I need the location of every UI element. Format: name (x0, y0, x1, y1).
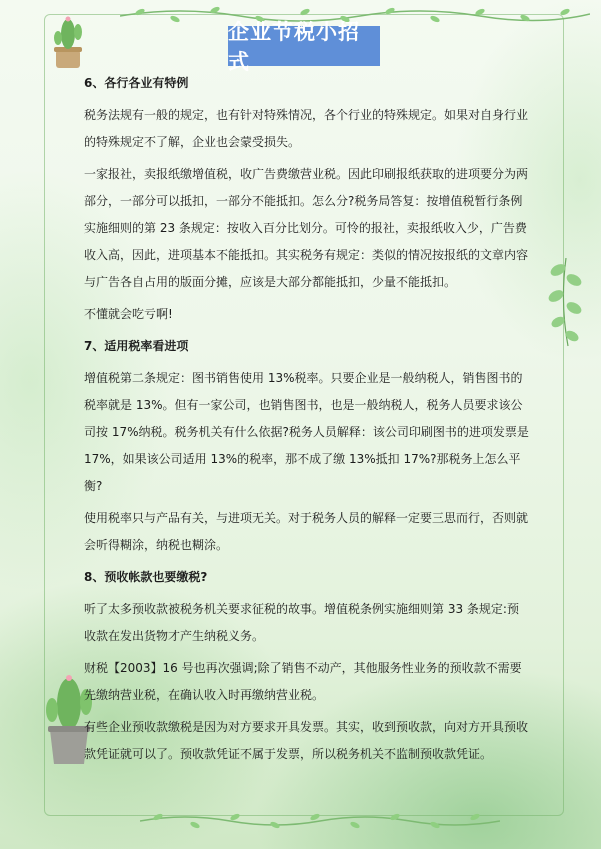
paragraph: 听了太多预收款被税务机关要求征税的故事。增值税条例实施细则第 33 条规定:预收款在发出货物才产生纳税义务。 (84, 602, 519, 643)
article-body (84, 70, 530, 773)
section-heading: 7、适用税率看进项 (84, 339, 189, 353)
cactus-pot-icon (48, 14, 88, 72)
paragraph: 使用税率只与产品有关，与进项无关。对于税务人员的解释一定要三思而行，否则就会听得糊涂，纳税也糊涂。 (84, 511, 529, 552)
bottom-vine-decoration (140, 810, 500, 832)
paragraph: 不懂就会吃亏啊! (84, 307, 173, 321)
paragraph: 增值税第二条规定：图书销售使用 13%税率。只要企业是一般纳税人，销售图书的税率就是 13%。但有一家公司，也销售图书，也是一般纳税人，税务人员要求该公司按 17%纳税。税务机关有什么依据?税务人员解释：该公司印刷图书的进项发票是 17%，如果该公司适用 13%的税率，那不成了缴 13%抵扣 17%?那税务上怎么平衡? (84, 371, 529, 493)
paragraph: 有些企业预收款缴税是因为对方要求开具发票。其实，收到预收款，向对方开具预收款凭证就可以了。预收款凭证不属于发票，所以税务机关不监制预收款凭证。 (84, 720, 529, 761)
hanging-leaves-decoration (538, 258, 588, 348)
page-title: 企业节税小招式 (228, 26, 380, 66)
section-heading: 8、预收帐款也要缴税? (84, 570, 208, 584)
paragraph: 财税【2003】16 号也再次强调;除了销售不动产，其他服务性业务的预收款不需要先缴纳营业税，在确认收入时再缴纳营业税。 (84, 661, 522, 702)
paragraph: 税务法规有一般的规定，也有针对特殊情况，各个行业的特殊规定。如果对自身行业的特殊规定不了解，企业也会蒙受损失。 (84, 108, 529, 149)
paragraph: 一家报社，卖报纸缴增值税，收广告费缴营业税。因此印刷报纸获取的进项要分为两部分，一部分可以抵扣，一部分不能抵扣。怎么分?税务局答复：按增值税暂行条例实施细则的第 23 条规定：按收入百分比划分。可怜的报社，卖报纸收入少，广告费收入高，因此，进项基本不能抵扣。其实税务有规定：类似的情况按报纸的文章内容与广告各自占用的版面分摊，应该是大部分都能抵扣，少量不能抵扣。 (84, 167, 529, 289)
section-heading: 6、各行各业有特例 (84, 76, 189, 90)
